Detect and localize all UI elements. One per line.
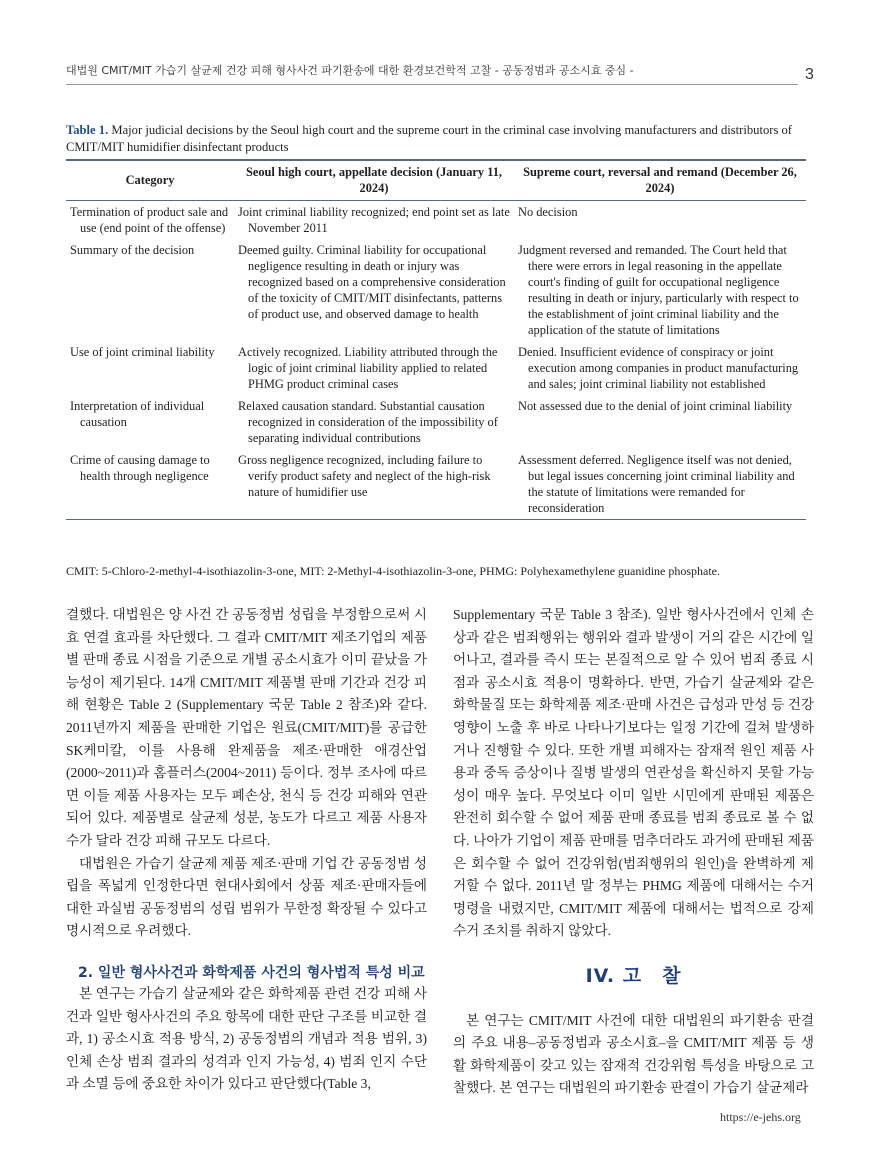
cell-category: Termination of product sale and use (end point of the offense) xyxy=(70,205,229,235)
cell-supreme-court: Judgment reversed and remanded. The Court held that there were errors in legal reasoning in the appellate court's finding of guilt for occupational negligence resulting in death or injury, particularly with respect to the establishment of joint criminal liability and the application of the statute of limitations xyxy=(518,243,799,337)
page-number: 3 xyxy=(805,66,814,83)
cell-supreme-court: Assessment deferred. Negligence itself was not denied, but legal issues concerning joint criminal liability and the statute of limitations were remanded for reconsideration xyxy=(518,453,795,515)
header-high-court: Seoul high court, appellate decision (January 11, 2024) xyxy=(245,165,503,195)
paragraph: 본 연구는 CMIT/MIT 사건에 대한 대법원의 파기환송 판결의 주요 내용–공동정범과 공소시효–을 CMIT/MIT 제품 등 생활 화학제품이 갖고 있는 잠재적 건강위험 특성을 바탕으로 고찰했다. 본 연구는 대법원의 파기환송 판결이 가습기 살균제라 xyxy=(453,1012,814,1096)
table-row xyxy=(66,201,806,240)
header-category: Category xyxy=(125,173,175,187)
table-row xyxy=(66,239,806,341)
cell-category: Summary of the decision xyxy=(70,243,195,257)
cell-high-court: Relaxed causation standard. Substantial causation recognized in consideration of the impossibility of separating individual contributions xyxy=(238,399,498,445)
cell-category: Crime of causing damage to health through negligence xyxy=(70,453,210,483)
journal-url[interactable]: https://e-jehs.org xyxy=(720,1110,801,1124)
left-column xyxy=(66,604,427,1096)
table-caption xyxy=(66,122,811,156)
table-label: Table 1. xyxy=(66,123,109,137)
paragraph: Supplementary 국문 Table 3 참조). 일반 형사사건에서 인체 손상과 같은 범죄행위는 행위와 결과 발생이 거의 같은 시간에 일어나고, 결과를 즉시 또는 본질적으로 알 수 있어 범죄 종료 시점과 공소시효 적용이 명확하다. 반면, 가습기 살균제와 같은 화학물질 또는 화학제품 제조·판매 사건은 급성과 만성 등 건강 영향이 노출 후 바로 나타나기보다는 일정 기간에 걸쳐 발생하거나 진행할 수 있다. 또한 개별 피해자는 잠재적 원인 제품 사용과 중독 증상이나 질병 발생의 연관성을 확신하지 못할 가능성이 매우 높다. 무엇보다 이미 일반 시민에게 판매된 제품은 완전히 회수할 수 없어 제품 판매 종료를 범죄 종료로 볼 수 없다. 나아가 기업이 제품 판매를 멈추더라도 과거에 판매된 제품은 회수할 수 없어 건강위험(범죄행위의 원인)을 완벽하게 제거할 수 없다. 2011년 말 정부는 PHMG 제품에 대해서는 수거 명령을 내렸지만, CMIT/MIT 제품에 대해서는 법적으로 강제 수거 조치를 취하지 않았다. xyxy=(453,607,814,939)
section-heading: IV. 고 찰 xyxy=(585,964,682,987)
cell-category: Use of joint criminal liability xyxy=(70,345,215,359)
table-row xyxy=(66,449,806,520)
cell-high-court: Actively recognized. Liability attributed through the logic of joint criminal liability applied to related PHMG product criminal cases xyxy=(238,345,498,391)
table-caption-text: Major judicial decisions by the Seoul high court and the supreme court in the criminal case involving manufacturers and distributors of CMIT/MIT humidifier disinfectant products xyxy=(66,123,792,154)
section-heading: 2. 일반 형사사건과 화학제품 사건의 형사법적 특성 비교 xyxy=(78,964,425,981)
table-row xyxy=(66,341,806,395)
paragraph: 본 연구는 가습기 살균제와 같은 화학제품 관련 건강 피해 사건과 일반 형사사건의 주요 항목에 대한 판단 구조를 비교한 결과, 1) 공소시효 적용 방식, 2) 공동정범의 개념과 적용 범위, 3) 인체 손상 범죄 결과의 성격과 인지 가능성, 4) 범죄 인지 수단과 소멸 등에 중요한 차이가 있다고 판단했다(Table 3, xyxy=(66,985,427,1092)
cell-high-court: Joint criminal liability recognized; end point set as late November 2011 xyxy=(238,205,510,235)
cell-high-court: Deemed guilty. Criminal liability for occupational negligence resulting in death or injury was recognized based on a comprehensive consideration of the toxicity of CMIT/MIT disinfectants, patterns of product use, and observed damage to health xyxy=(238,243,506,321)
paragraph: 대법원은 가습기 살균제 제품 제조·판매 기업 간 공동정범 성립을 폭넓게 인정한다면 현대사회에서 상품 제조·판매자들에 대한 과실범 공동정범의 성립 범위가 무한정 확장될 수 있다고 명시적으로 우려했다. xyxy=(66,855,427,939)
running-title: 대법원 CMIT/MIT 가습기 살균제 건강 피해 형사사건 파기환송에 대한 환경보건학적 고찰 - 공동정범과 공소시효 중심 - xyxy=(66,62,798,85)
table-footnote: CMIT: 5-Chloro-2-methyl-4-isothiazolin-3-one, MIT: 2-Methyl-4-isothiazolin-3-one, PHMG: Polyhexamethylene guanidine phosphate. xyxy=(66,564,721,578)
cell-supreme-court: No decision xyxy=(518,205,578,219)
judicial-decisions-table xyxy=(66,159,806,520)
cell-supreme-court: Denied. Insufficient evidence of conspiracy or joint execution among companies in product manufacturing and sales; joint criminal liability not established xyxy=(518,345,799,391)
cell-category: Interpretation of individual causation xyxy=(70,399,205,429)
paragraph: 결했다. 대법원은 양 사건 간 공동정범 성립을 부정함으로써 시효 연결 효과를 차단했다. 그 결과 CMIT/MIT 제조기업의 제품별 판매 종료 시점을 기준으로 개별 공소시효가 이미 끝났을 가능성이 제기된다. 14개 CMIT/MIT 제품별 판매 기간과 건강 피해 현황은 Table 2 (Supplementary 국문 Table 2 참조)와 같다. 2011년까지 제품을 판매한 기업은 원료(CMIT/MIT)를 공급한 SK케미칼, 이를 사용해 완제품을 제조·판매한 애경산업(2000~2011)과 홈플러스(2004~2011) 등이다. 정부 조사에 따르면 이들 제품 사용자는 모두 폐손상, 천식 등 건강 피해와 연관되어 있다. 제품별로 살균제 성분, 농도가 다르고 제품 사용자 수가 달라 건강 피해 규모도 다르다. xyxy=(66,607,427,848)
right-column xyxy=(453,604,814,1100)
cell-supreme-court: Not assessed due to the denial of joint criminal liability xyxy=(518,399,793,413)
table-row xyxy=(66,395,806,449)
table-header-row xyxy=(66,160,806,201)
cell-high-court: Gross negligence recognized, including failure to verify product safety and neglect of the high-risk nature of humidifier use xyxy=(238,453,491,499)
header-supreme-court: Supreme court, reversal and remand (December 26, 2024) xyxy=(523,165,797,195)
